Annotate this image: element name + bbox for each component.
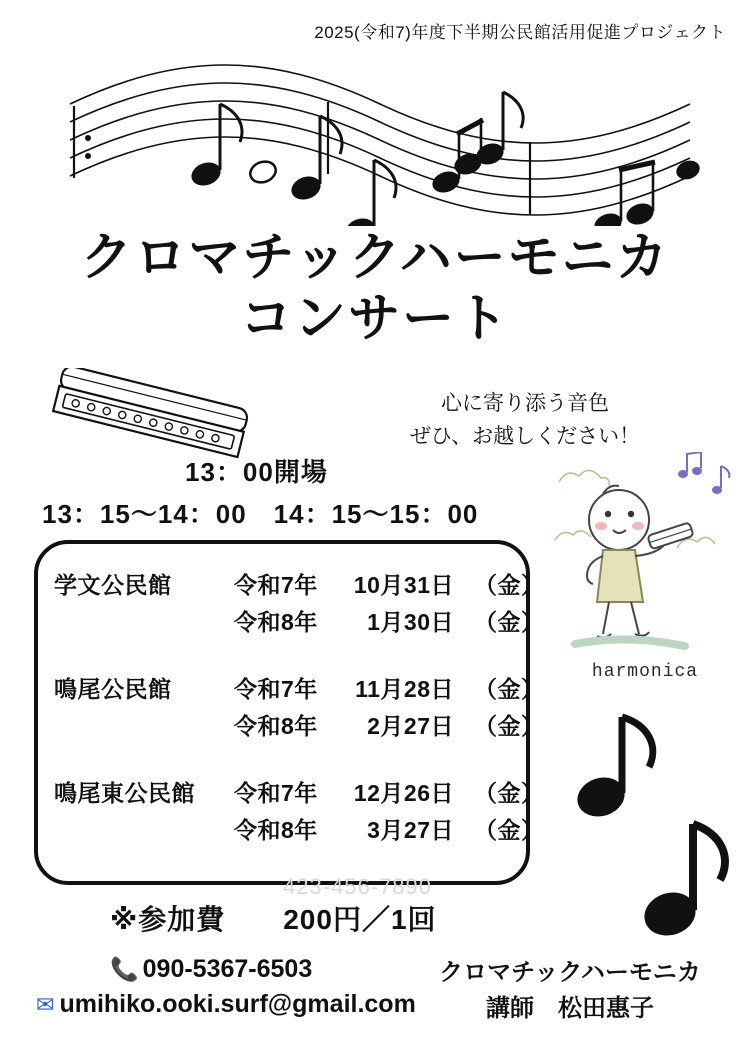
- era-year: 令和7年: [234, 572, 318, 598]
- open-time: 13：00開場: [185, 457, 328, 487]
- harmonica-caption: harmonica: [591, 662, 699, 682]
- page-title: [0, 228, 750, 351]
- instructor-line-2: 講師 松田惠子: [486, 995, 654, 1022]
- music-note-decoration-1: [575, 705, 685, 820]
- weekday: （金）: [474, 713, 545, 739]
- title-line-1: クロマチックハーモニカ: [80, 229, 670, 287]
- email-address: umihiko.ooki.surf@gmail.com: [59, 990, 416, 1018]
- mail-icon: ✉: [36, 991, 55, 1017]
- event-date: 10月31日: [353, 572, 454, 598]
- session-times: 13：15〜14：00 14：15〜15：00: [42, 499, 479, 529]
- tagline: [370, 388, 680, 453]
- event-date: 2月27日: [367, 713, 454, 739]
- instructor-block: [420, 955, 720, 1027]
- weekday: （金）: [474, 817, 545, 843]
- ghost-phone-text: 423-456-7890: [283, 874, 433, 899]
- schedule-group: [54, 572, 545, 648]
- schedule-group: [54, 676, 545, 752]
- table-row: [54, 817, 545, 843]
- music-note-decoration-2: [640, 810, 750, 940]
- phone-number: 090-5367-6503: [142, 955, 313, 983]
- venue-name: 学文公民館: [54, 572, 172, 598]
- phone-contact[interactable]: [110, 955, 312, 984]
- venue-name: 鳴尾東公民館: [54, 780, 195, 806]
- weekday: （金）: [474, 780, 545, 806]
- schedule-group: [54, 780, 545, 856]
- email-contact[interactable]: [36, 990, 416, 1019]
- participation-fee: ※参加費 200円／1回: [110, 904, 437, 935]
- era-year: 令和7年: [234, 780, 318, 806]
- instructor-line-1: クロマチックハーモニカ: [439, 959, 701, 986]
- project-header-text: 2025(令和7)年度下半期公民館活用促進プロジェクト: [314, 23, 726, 42]
- table-row: [54, 780, 545, 806]
- era-year: 令和8年: [234, 817, 318, 843]
- music-staff-illustration: [60, 46, 700, 226]
- event-date: 11月28日: [355, 676, 454, 702]
- phone-icon: 📞: [110, 956, 139, 982]
- era-year: 令和8年: [234, 609, 318, 635]
- tagline-line-2: ぜひ、お越しください！: [409, 424, 641, 448]
- person-playing-harmonica-illustration: [545, 452, 745, 667]
- venue-name: 鳴尾公民館: [54, 676, 172, 702]
- table-row: [54, 572, 545, 598]
- era-year: 令和8年: [234, 713, 318, 739]
- tagline-line-1: 心に寄り添う音色: [441, 392, 609, 415]
- schedule-box: [34, 540, 545, 899]
- title-line-2: コンサート: [239, 290, 510, 349]
- event-date: 12月26日: [353, 780, 454, 806]
- weekday: （金）: [474, 572, 545, 598]
- table-row: [54, 713, 545, 739]
- table-row: [54, 676, 545, 702]
- event-date: 1月30日: [367, 609, 454, 635]
- era-year: 令和7年: [234, 676, 318, 702]
- event-date: 3月27日: [367, 817, 454, 843]
- weekday: （金）: [474, 676, 545, 702]
- table-row: [54, 609, 545, 635]
- weekday: （金）: [474, 609, 545, 635]
